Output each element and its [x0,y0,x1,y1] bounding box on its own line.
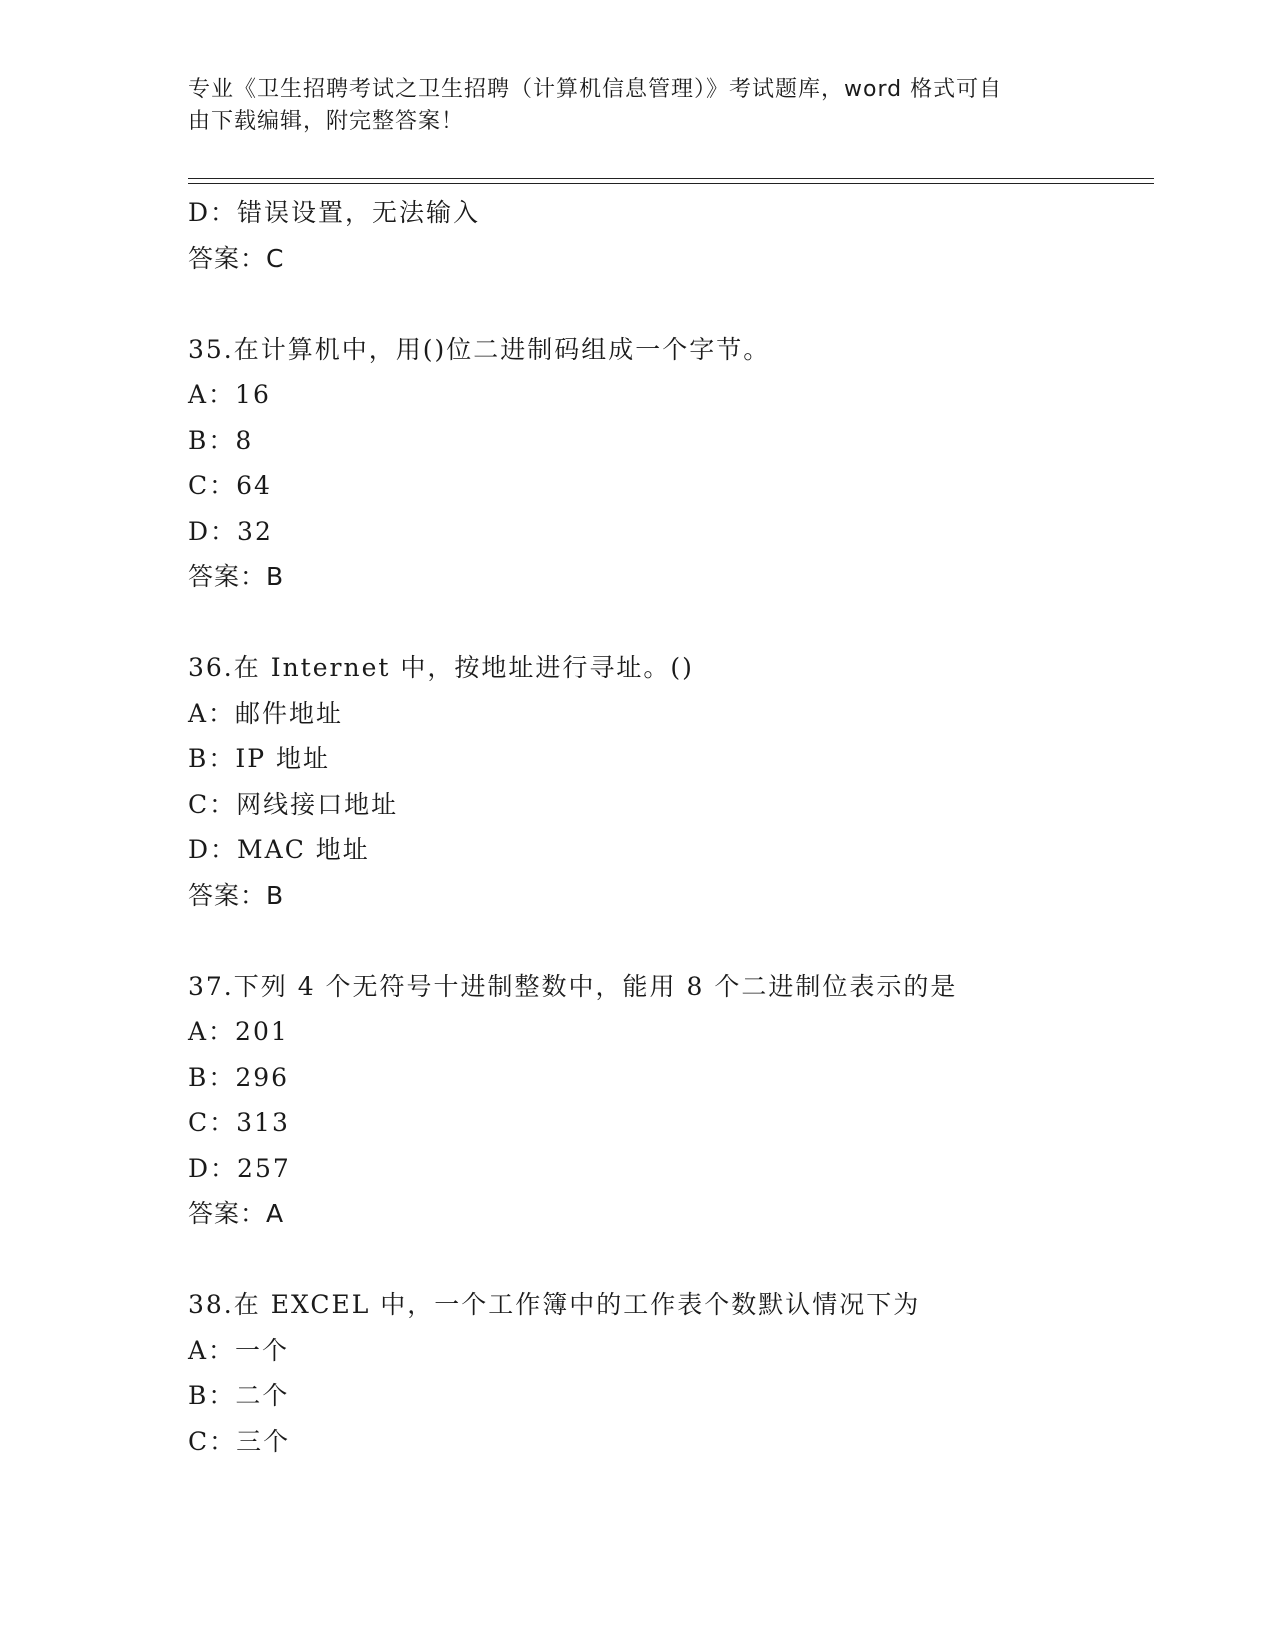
q38-option-b: B：二个 [188,1381,290,1410]
q36-option-c: C：网线接口地址 [188,789,399,819]
spacer [188,600,1154,646]
q38-option-c: C：三个 [188,1426,291,1456]
header-line-1: 专业《卫生招聘考试之卫生招聘（计算机信息管理）》考试题库，word 格式可自 [188,77,1003,102]
q36-stem: 36.在 Internet 中，按地址进行寻址。() [188,653,694,682]
header-line-2: 由下载编辑，附完整答案！ [188,109,465,134]
question-list [188,190,1154,1464]
q35-option-a: A：16 [188,380,271,409]
spacer [188,918,1154,964]
prev-option-d: D：错误设置，无法输入 [188,198,481,227]
header-divider-top [188,178,1154,179]
q35-stem: 35.在计算机中，用()位二进制码组成一个字节。 [188,334,771,364]
header-divider-bottom [188,183,1154,184]
q36-option-a: A：邮件地址 [188,698,344,728]
q35-option-d: D：32 [188,516,273,546]
q37-option-d: D：257 [188,1153,291,1183]
q37-answer: 答案：A [188,1199,285,1228]
q38-option-a: A：一个 [188,1335,290,1365]
document-header [188,74,1068,138]
q36-answer: 答案：B [188,880,285,910]
q35-option-b: B：8 [188,425,254,455]
q36-option-b: B：IP 地址 [188,744,331,773]
q35-option-c: C：64 [188,471,272,500]
spacer [188,1237,1154,1283]
spacer [188,281,1154,327]
q37-option-a: A：201 [188,1017,289,1046]
prev-answer: 答案：C [188,243,285,273]
q37-option-b: B：296 [188,1062,290,1092]
q37-option-c: C：313 [188,1108,290,1137]
q35-answer: 答案：B [188,562,285,591]
q38-stem: 38.在 EXCEL 中，一个工作簿中的工作表个数默认情况下为 [188,1290,921,1319]
q37-stem: 37.下列 4 个无符号十进制整数中，能用 8 个二进制位表示的是 [188,971,958,1001]
q36-option-d: D：MAC 地址 [188,835,370,864]
